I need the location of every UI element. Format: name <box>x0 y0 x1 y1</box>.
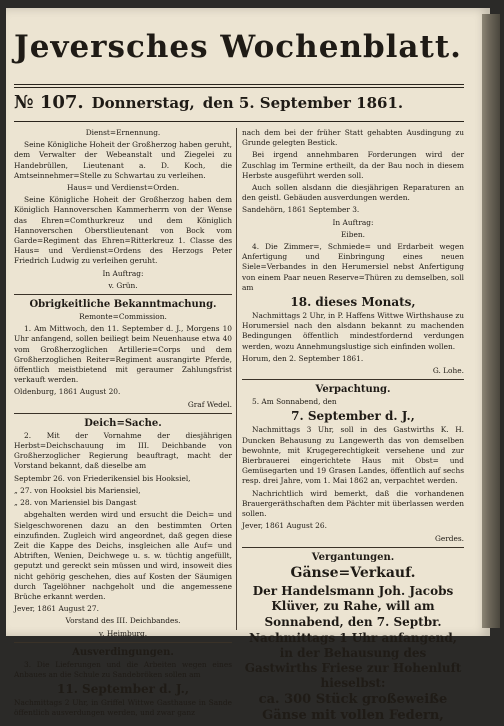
dateline <box>14 92 464 118</box>
text-line: nach dem bei der früher Statt gehabten Ausdingung zu Grunde gelegten Bestick. <box>242 128 464 148</box>
section-rule <box>14 413 232 414</box>
column-divider <box>236 128 237 630</box>
text-line: v. Grün. <box>108 280 138 290</box>
section-rule <box>242 379 464 380</box>
right-column <box>242 128 464 726</box>
text-line: Nachmittags 1 Uhr anfangend, in der Behausung des Gastwirths Friese zur Hohenluft hieselbst: <box>244 630 462 690</box>
text-line: Septembr 26. von Friederikensiel bis Hooksiel, <box>14 473 191 483</box>
text-line: Der Handelsmann Joh. Jacobs Klüver, zu Rahe, will am <box>252 583 454 613</box>
text-line: G. Lohe. <box>432 366 464 376</box>
section-heading: Obrigkeitliche Bekanntmachung. <box>29 299 217 311</box>
section-heading: Verpachtung. <box>315 384 391 396</box>
text-line: Auch sollen alsdann die diesjährigen Reparaturen an den geistl. Gebäuden ausverdungen werden. <box>242 183 464 203</box>
text-line: ca. 300 Stück großeweiße Gänse mit vollen Federn, <box>258 691 448 723</box>
masthead-title: Jeversches Wochenblatt. <box>14 29 462 65</box>
text-line: 5. Am Sonnabend, den <box>252 397 337 407</box>
book-spine <box>482 14 500 628</box>
text-line: In Auftrag: <box>332 217 374 227</box>
text-line: Sonnabend, den 7. Septbr. <box>264 614 442 629</box>
text-line: 3. Die Lieferungen und die Arbeiten wegen eines Anbaues an die Schule zu Sandebröken sollen am <box>14 659 232 679</box>
text-line: v. Heimburg. <box>98 628 148 638</box>
text-line: Graf Wedel. <box>187 399 232 409</box>
text-line: Haus= und Verdienst=Orden. <box>66 183 180 193</box>
text-line: Jever, 1861 August 27. <box>14 604 99 614</box>
text-line: Jever, 1861 August 26. <box>242 521 327 531</box>
text-line: Dienst=Ernennung. <box>85 128 161 137</box>
text-line: 11. September d. J., <box>57 682 189 697</box>
issue-day: Donnerstag, <box>91 94 195 112</box>
text-line: abgehalten werden wird und ersucht die Deich= und Sielgeschworenen dazu an den bestimmten Orten einzufinden. Zugleich wird angeordnet, daß gegen diese Zeit die Kappe des Deichs, insgleichen alle Auf= und Abtriften, Wenien, Deichwege u. s. w. tüchtig angefüllt, geputzt und gereckt sein müssen und wird, insoweit dies nicht gehörig geschehen, dies auf Kosten der Säumigen durch Tagelöhner nachgeholt und die angemessene Brüche erkannt werden. <box>14 510 232 601</box>
section-heading: Ausverdingungen. <box>72 646 174 658</box>
text-line: 18. dieses Monats, <box>290 295 416 310</box>
text-line: „ 28. von Mariensiel bis Dangast <box>14 498 137 508</box>
text-line: Nachmittags 2 Uhr, in Griffel Wittwe Gasthause in Sande öffentlich ausverdungen werden, und zwar ganz <box>14 698 232 718</box>
dateline-rule <box>14 121 464 122</box>
text-line: Nachrichtlich wird bemerkt, daß die vorhandenen Brauergeräthschaften dem Pächter mit überlassen werden sollen. <box>242 488 464 519</box>
text-line: Bei irgend annehmbaren Forderungen wird der Zuschlag im Termine ertheilt, da der Bau noch in diesem Herbste ausgeführt werden soll. <box>242 150 464 180</box>
text-line: Sandehörn, 1861 September 3. <box>242 205 360 215</box>
text-line: Horum, den 2. September 1861. <box>242 353 364 363</box>
text-line: „ 27. von Hooksiel bis Mariensiel, <box>14 485 141 495</box>
section-heading: Vergantungen. <box>311 551 395 563</box>
text-line: 7. September d. J., <box>291 409 415 424</box>
section-rule <box>242 547 464 548</box>
left-column <box>14 128 232 721</box>
text-line: Gänse=Verkauf. <box>290 564 416 581</box>
issue-date: den 5. September 1861. <box>202 94 404 112</box>
text-line: Seine Königliche Hoheit der Großherzog haben geruht, dem Verwalter der Webeanstalt und Ziegelei zu Handebrüllen, Lieutenant a. D. Koch, die Amtseinnehmer=Stelle zu Schwartau zu verleihen. <box>14 140 232 180</box>
text-line: 1. Am Mittwoch, den 11. September d. J., Morgens 10 Uhr anfangend, sollen beiliegt beim Neuenhause etwa 40 vom Großherzoglichen Artillerie=Corps und dem Großherzoglichen Reiter=Regiment ausrangirte Pferde, öffentlich meistbietend mit geraumer Zahlungsfrist verkauft werden. <box>14 324 232 385</box>
section-rule <box>14 294 232 295</box>
text-line: 4. Die Zimmer=, Schmiede= und Erdarbeit wegen Anfertigung und Einbringung eines neuen Siele=Verbandes in den Herumersiel nebst Anfertigung von einem Paar neuen Reserve=Thüren zu demselben, soll am <box>242 242 464 292</box>
masthead-rule <box>14 84 464 85</box>
text-line: Vorstand des III. Deichbandes. <box>65 616 181 626</box>
text-line: Nachmittags 2 Uhr, in P. Haffens Wittwe Wirthshause zu Horumersiel nach den alsdann bekannt zu machenden Bedingungen öffentlich mindestfordernd verdungen werden, wozu Annehmungslustige sich einfinden wollen. <box>242 311 464 351</box>
text-line: Remonte=Commission. <box>79 312 167 322</box>
text-line: Gerdes. <box>434 533 464 543</box>
masthead-rule-thin <box>14 87 464 88</box>
text-line: Eiben. <box>341 229 365 239</box>
text-line: Oldenburg, 1861 August 20. <box>14 387 121 397</box>
text-line: 2. Mit der Vornahme der diesjährigen Herbst=Deichschauung im III. Deichbande von Großherzoglicher Regierung beauftragt, macht der Vorstand bekannt, daß dieselbe am <box>14 430 232 471</box>
text-line: In Auftrag: <box>102 268 144 278</box>
text-line: Seine Königliche Hoheit der Großherzog haben dem Königlich Hannoverschen Kammerherrn von der Wense das Ehren=Comthurkreuz und dem Königlich Hannoverschen Oberstlieutenant von Bock vom Garde=Regiment das Ehren=Ritterkreuz 1. Classe des Haus= und Verdienst=Ordens des Herzogs Peter Friedrich Ludwig zu verleihen geruht. <box>14 195 232 266</box>
text-line: Nachmittags 3 Uhr, soll in des Gastwirths K. H. Duncken Behausung zu Langewerth das von demselben bewohnte, mit Krugegerechtigkeit versehene und zur Bierbrauerei eingerichtete Haus mit Obst= und Gemüsegarten und 19 Grasen Landes, öffentlich auf sechs resp. drei Jahre, vom 1. Mai 1862 an, verpachtet werden. <box>242 425 464 486</box>
issue-number: № 107. <box>14 92 84 113</box>
section-heading: Deich=Sache. <box>84 417 162 429</box>
